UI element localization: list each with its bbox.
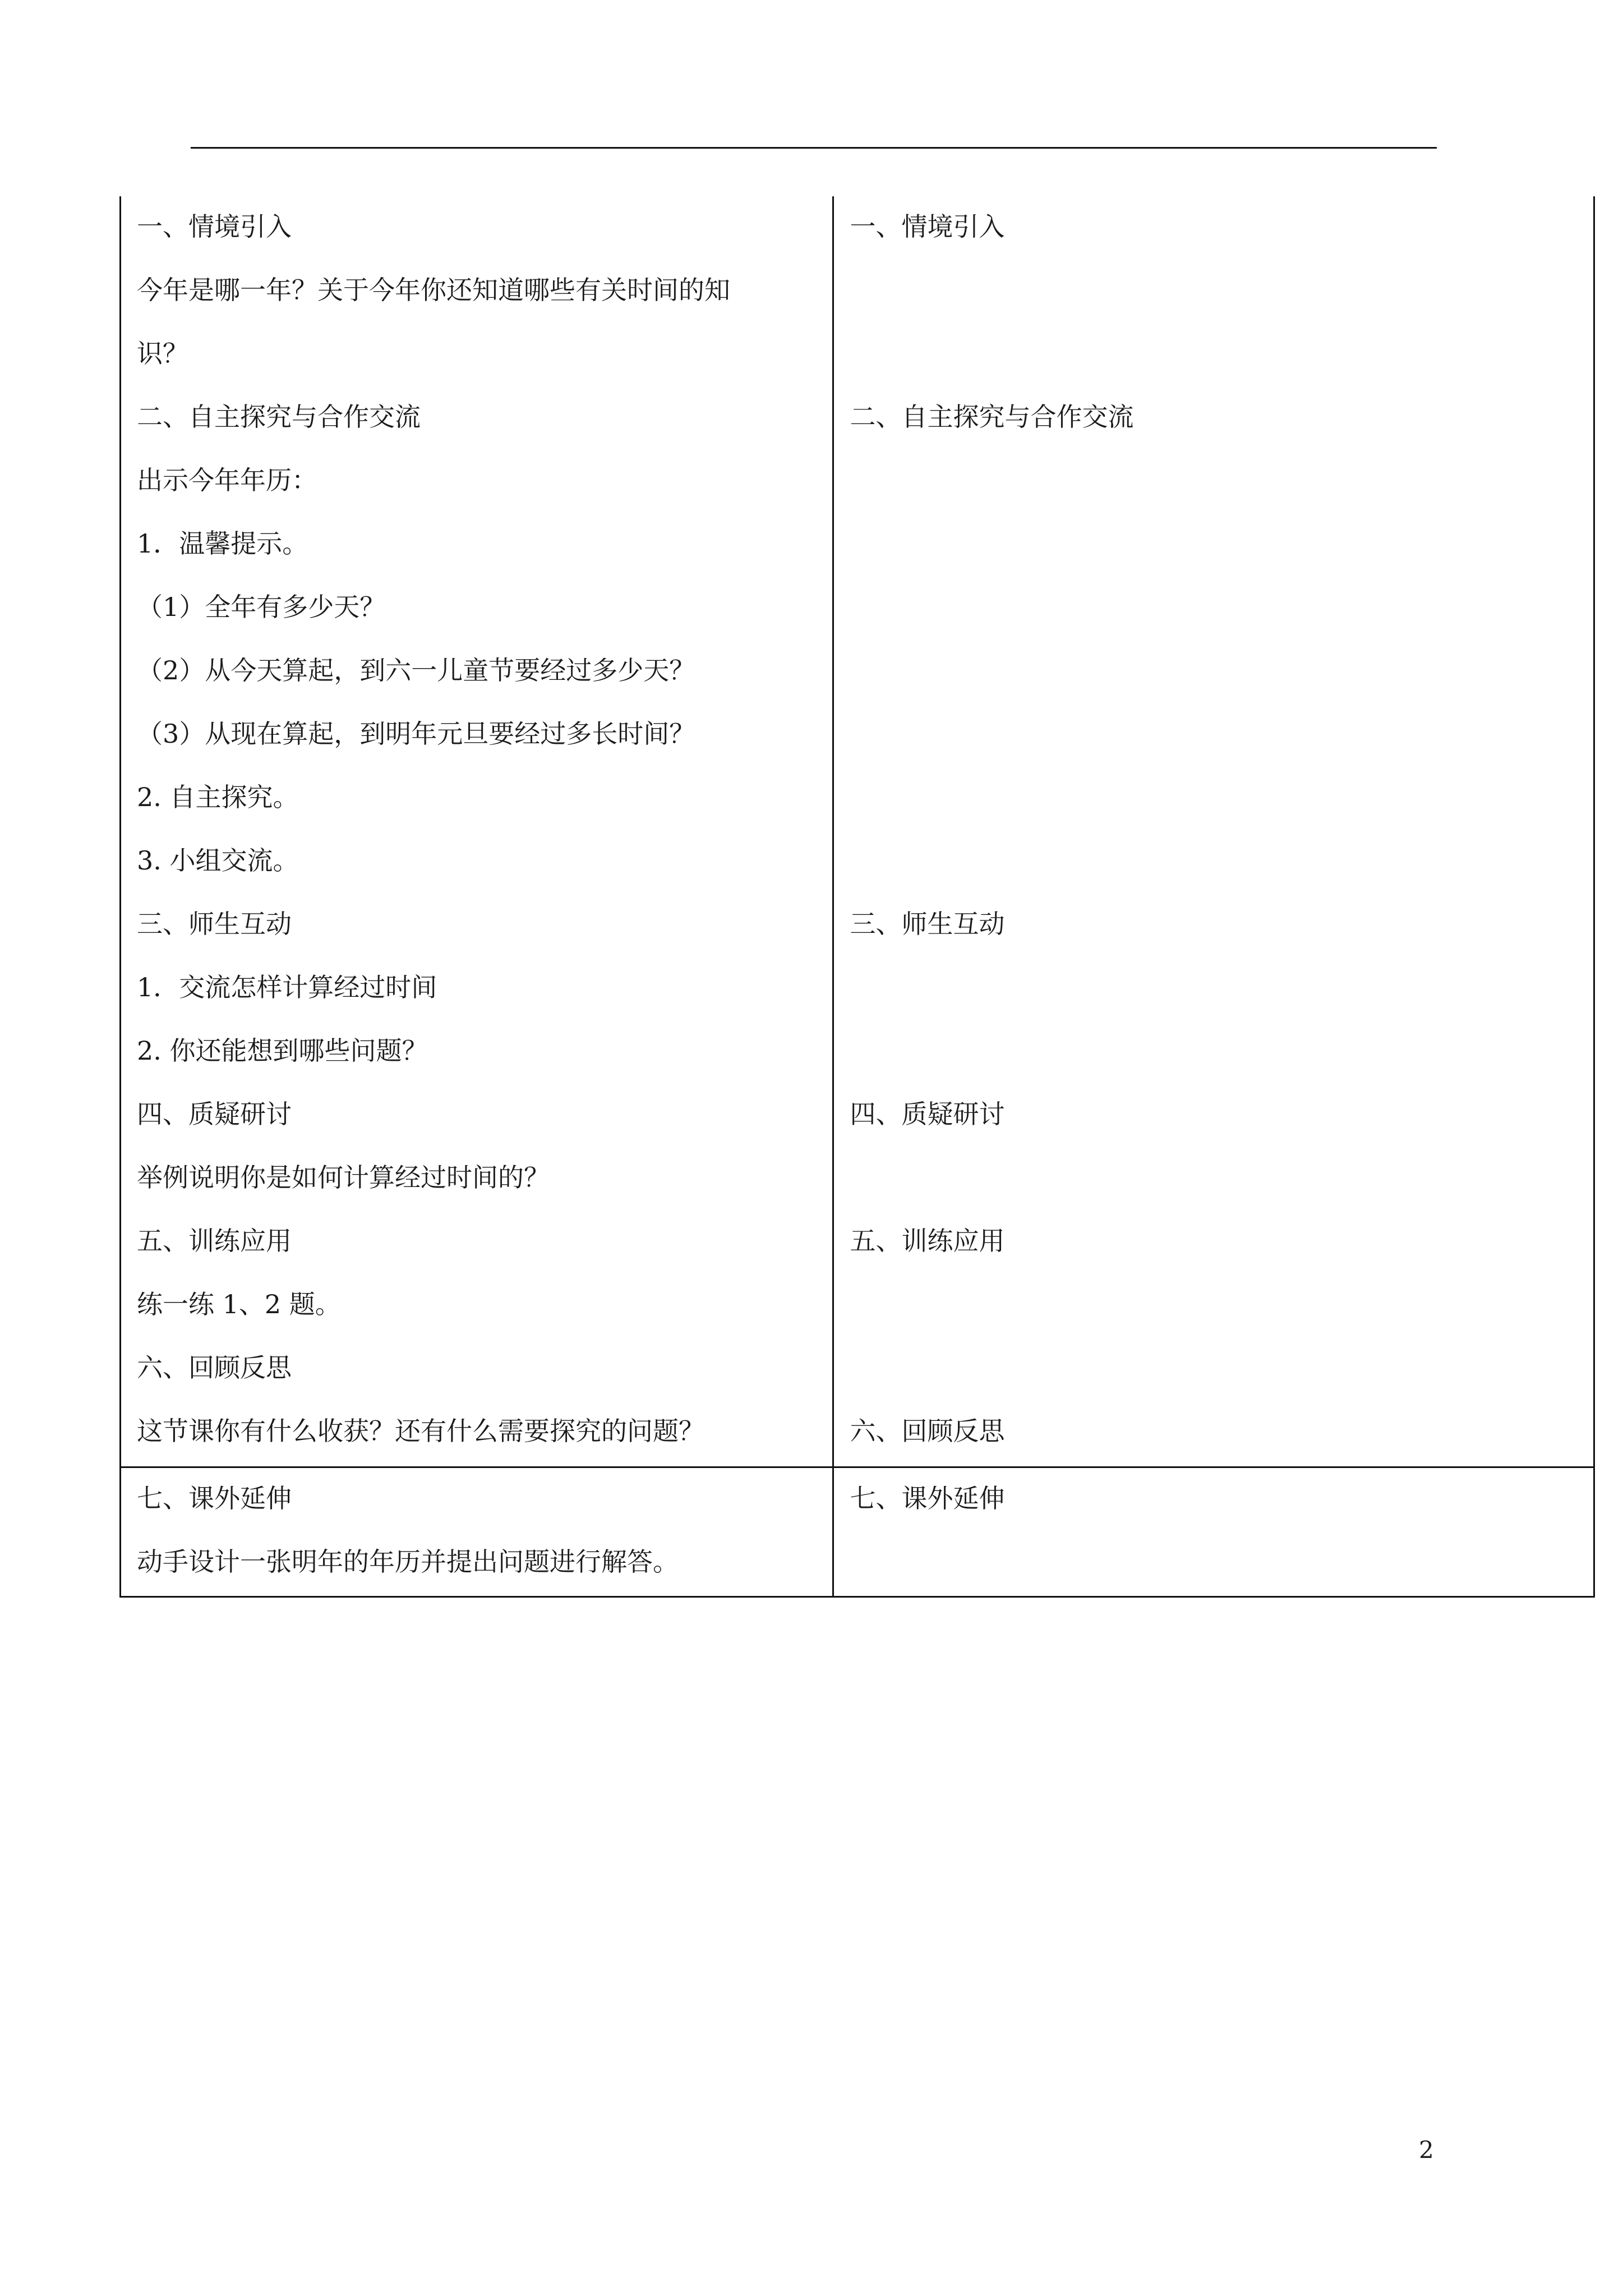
- left-line-20: 这节课你有什么收获？还有什么需要探究的问题？: [137, 1416, 704, 1446]
- left-line-8: （2）从今天算起，到六一儿童节要经过多少天？: [137, 655, 695, 685]
- left-line-16: 举例说明你是如何计算经过时间的？: [137, 1162, 550, 1193]
- main-row: [121, 196, 1594, 1467]
- left-line-19: 六、回顾反思: [137, 1352, 292, 1383]
- extension-left-cell: [121, 1467, 833, 1597]
- left-line-4: 二、自主探究与合作交流: [137, 402, 421, 432]
- left-line-2: 今年是哪一年？关于今年你还知道哪些有关时间的知: [137, 275, 730, 305]
- left-line-12: 三、师生互动: [137, 909, 292, 939]
- extension-left-line-1: 七、课外延伸: [137, 1483, 292, 1513]
- left-line-10: 2. 自主探究。: [137, 782, 299, 812]
- right-line-6: 六、回顾反思: [850, 1416, 1005, 1446]
- left-line-13: 1．交流怎样计算经过时间: [137, 972, 437, 1002]
- left-line-5: 出示今年年历：: [137, 465, 317, 495]
- left-line-3: 识？: [137, 338, 188, 369]
- left-line-11: 3. 小组交流。: [137, 845, 299, 876]
- left-line-6: 1．温馨提示。: [137, 528, 308, 559]
- left-line-17: 五、训练应用: [137, 1226, 292, 1256]
- right-line-1: 一、情境引入: [850, 211, 1005, 242]
- left-line-1: 一、情境引入: [137, 211, 292, 242]
- right-line-5: 五、训练应用: [850, 1226, 1005, 1256]
- right-line-4: 四、质疑研讨: [850, 1099, 1005, 1129]
- header-rule: [191, 147, 1437, 149]
- left-line-15: 四、质疑研讨: [137, 1099, 292, 1129]
- left-line-7: （1）全年有多少天？: [137, 592, 386, 622]
- student-activity-cell: [833, 196, 1594, 1467]
- left-line-18: 练一练 1、2 题。: [137, 1289, 341, 1319]
- right-line-3: 三、师生互动: [850, 909, 1005, 939]
- lesson-plan-table: [119, 196, 1595, 1598]
- extension-right-cell: [833, 1467, 1594, 1597]
- teacher-activity-cell: [121, 196, 833, 1467]
- left-line-14: 2. 你还能想到哪些问题？: [137, 1036, 428, 1066]
- extension-row: [121, 1467, 1594, 1597]
- page-number: 2: [1419, 2136, 1434, 2164]
- extension-left-line-2: 动手设计一张明年的年历并提出问题进行解答。: [137, 1547, 679, 1577]
- extension-right-line-1: 七、课外延伸: [850, 1483, 1005, 1513]
- right-line-2: 二、自主探究与合作交流: [850, 402, 1134, 432]
- left-line-9: （3）从现在算起，到明年元旦要经过多长时间？: [137, 719, 695, 749]
